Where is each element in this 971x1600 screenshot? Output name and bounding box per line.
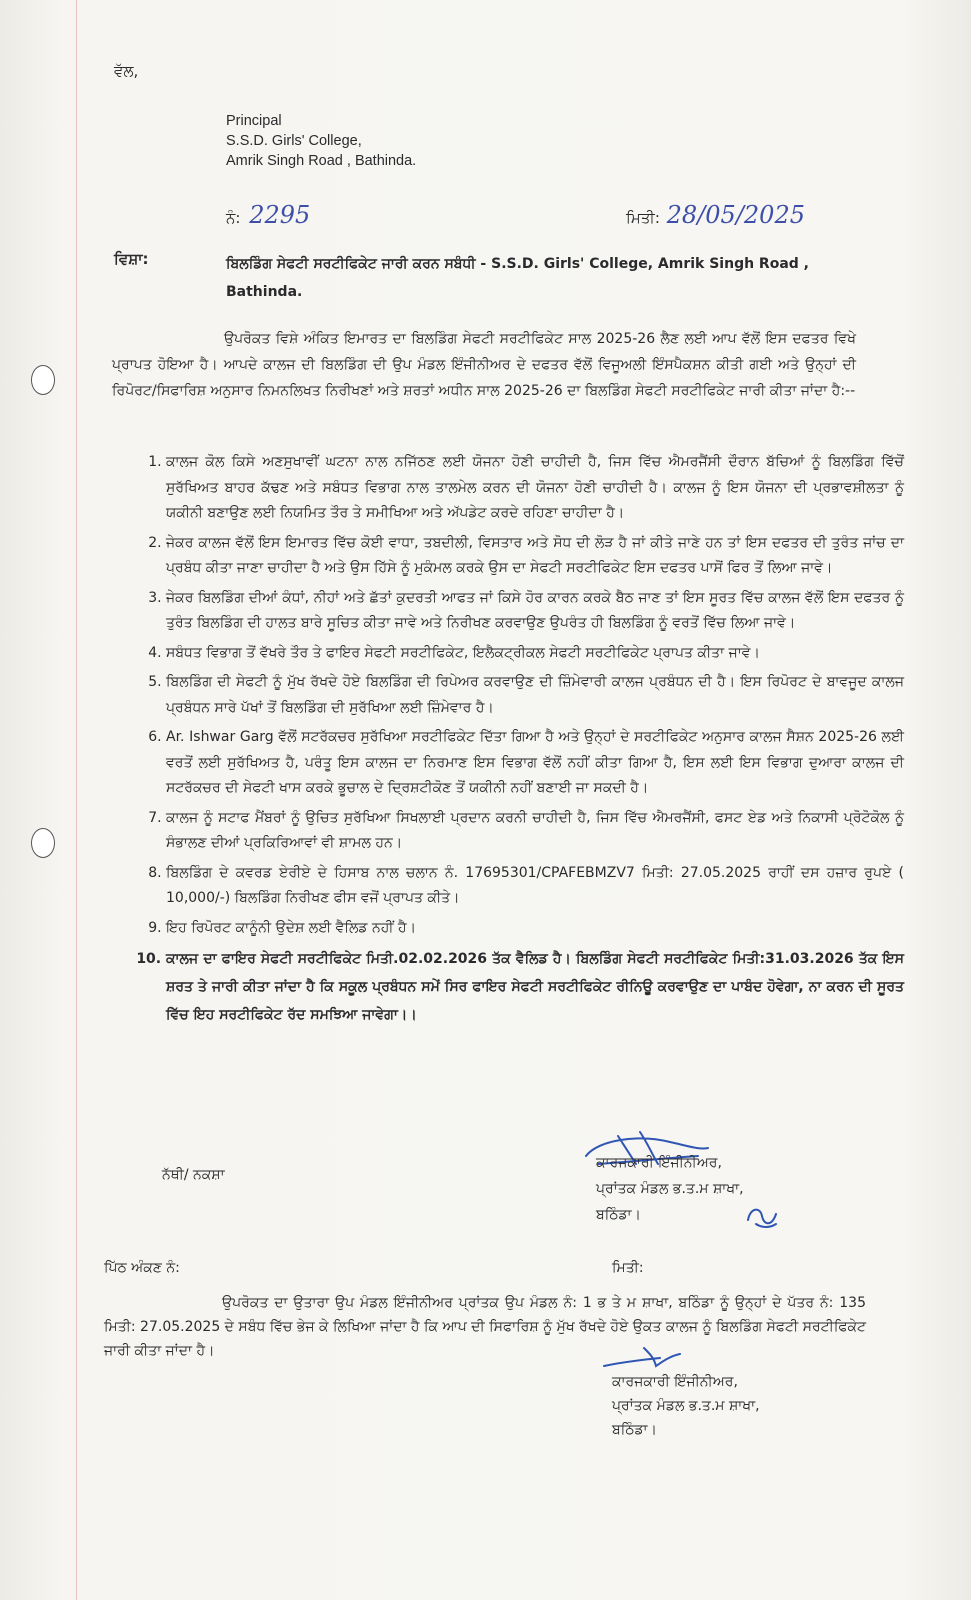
conditions-list (122, 450, 904, 1033)
condition-item: 8. ਬਿਲਡਿੰਗ ਦੇ ਕਵਰਡ ਏਰੀਏ ਦੇ ਹਿਸਾਬ ਨਾਲ ਚਲਾਨ ਨੰ. 17695301/CPAFEBMZV7 ਮਿਤੀ: 27.05.2025 ਰਾਹੀਂ ਦਸ ਹਜ਼ਾਰ ਰੁਪਏ ( 10,000/-) ਬਿਲਡਿੰਗ ਨਿਰੀਖਣ ਫੀਸ ਵਜੋਂ ਪ੍ਰਾਪਤ ਕੀਤੇ। (166, 861, 904, 912)
signatory-city: ਬਠਿੰਡਾ। (596, 1207, 641, 1223)
handwritten-date: 28/05/2025 (666, 201, 805, 229)
signatory-office: ਪ੍ਰਾਂਤਕ ਮੰਡਲ ਭ.ਤ.ਮ ਸ਼ਾਖਾ, (612, 1398, 760, 1414)
signatory-office: ਪ੍ਰਾਂਤਕ ਮੰਡਲ ਭ.ਤ.ਮ ਸ਼ਾਖਾ, (596, 1181, 744, 1197)
margin-line (76, 0, 77, 1600)
signatory-title: ਕਾਰਜਕਾਰੀ ਇੰਜੀਨੀਅਰ, (596, 1155, 722, 1171)
endorsement-paragraph (104, 1291, 866, 1363)
condition-item: 4. ਸਬੰਧਤ ਵਿਭਾਗ ਤੋਂ ਵੱਖਰੇ ਤੌਰ ਤੇ ਫਾਇਰ ਸੇਫਟੀ ਸਰਟੀਫਿਕੇਟ, ਇਲੈਕਟ੍ਰੀਕਲ ਸੇਫਟੀ ਸਰਟੀਫਿਕੇਟ ਪ੍ਰਾਪਤ ਕੀਤਾ ਜਾਵੇ। (166, 641, 904, 667)
intro-text: ਉਪਰੋਕਤ ਵਿਸ਼ੇ ਅੰਕਿਤ ਇਮਾਰਤ ਦਾ ਬਿਲਡਿੰਗ ਸੇਫਟੀ ਸਰਟੀਫਿਕੇਟ ਸਾਲ 2025-26 ਲੈਣ ਲਈ ਆਪ ਵੱਲੋਂ ਇਸ ਦਫਤਰ ਵਿਖੇ ਪ੍ਰਾਪਤ ਹੋਇਆ ਹੈ। ਆਪਦੇ ਕਾਲਜ ਦੀ ਬਿਲਡਿੰਗ ਦੀ ਉਪ ਮੰਡਲ ਇੰਜੀਨੀਅਰ ਦੇ ਦਫਤਰ ਵੱਲੋਂ ਵਿਜੂਅਲੀ ਇੰਸਪੈਕਸ਼ਨ ਕੀਤੀ ਗਈ ਅਤੇ ਉਨ੍ਹਾਂ ਦੀ ਰਿਪੋਰਟ/ਸਿਫਾਰਿਸ਼ ਅਨੁਸਾਰ ਨਿਮਨਲਿਖਤ ਨਿਰੀਖਣਾਂ ਅਤੇ ਸ਼ਰਤਾਂ ਅਧੀਨ ਸਾਲ 2025-26 ਦਾ ਬਿਲਡਿੰਗ ਸੇਫਟੀ ਸਰਟੀਫਿਕੇਟ ਜਾਰੀ ਕੀਤਾ ਜਾਂਦਾ ਹੈ:-- (112, 331, 856, 399)
signature-block-2 (612, 1370, 760, 1442)
condition-item: 6. Ar. Ishwar Garg ਵੱਲੋਂ ਸਟਰੱਕਚਰ ਸੁਰੱਖਿਆ ਸਰਟੀਫਿਕੇਟ ਦਿੱਤਾ ਗਿਆ ਹੈ ਅਤੇ ਉਨ੍ਹਾਂ ਦੇ ਸਰਟੀਫਿਕੇਟ ਅਨੁਸਾਰ ਕਾਲਜ ਸੈਸ਼ਨ 2025-26 ਲਈ ਵਰਤੋਂ ਲਈ ਸੁਰੱਖਿਅਤ ਹੈ, ਪਰੰਤੂ ਇਸ ਕਾਲਜ ਦਾ ਨਿਰਮਾਣ ਇਸ ਵਿਭਾਗ ਵੱਲੋਂ ਨਹੀਂ ਕੀਤਾ ਗਿਆ ਹੈ, ਇਸ ਲਈ ਇਸ ਵਿਭਾਗ ਦੁਆਰਾ ਕਾਲਜ ਦੀ ਸਟਰੱਕਚਰ ਦੀ ਸੇਫਟੀ ਖਾਸ ਕਰਕੇ ਭੂਚਾਲ ਦੇ ਦ੍ਰਿਸ਼ਟੀਕੋਣ ਤੋਂ ਯਕੀਨੀ ਨਹੀਂ ਬਣਾਈ ਜਾ ਸਕਦੀ ਹੈ। (166, 725, 904, 802)
endorsement-ref: ਪਿੱਠ ਅੰਕਣ ਨੰ: (104, 1260, 180, 1276)
recipient-address (226, 111, 416, 171)
intro-paragraph (112, 326, 856, 404)
enclosure: ਨੱਥੀ/ ਨਕਸ਼ਾ (162, 1167, 225, 1183)
condition-item: 9. ਇਹ ਰਿਪੋਰਟ ਕਾਨੂੰਨੀ ਉਦੇਸ਼ ਲਈ ਵੈਲਿਡ ਨਹੀਂ ਹੈ। (166, 916, 904, 942)
condition-item: 7. ਕਾਲਜ ਨੂੰ ਸਟਾਫ ਮੈਂਬਰਾਂ ਨੂੰ ਉਚਿਤ ਸੁਰੱਖਿਆ ਸਿਖਲਾਈ ਪ੍ਰਦਾਨ ਕਰਨੀ ਚਾਹੀਦੀ ਹੈ, ਜਿਸ ਵਿੱਚ ਐਮਰਜੈਂਸੀ, ਫਸਟ ਏਡ ਅਤੇ ਨਿਕਾਸੀ ਪ੍ਰੋਟੋਕੋਲ ਨੂੰ ਸੰਭਾਲਣ ਦੀਆਂ ਪ੍ਰਕਿਰਿਆਵਾਂ ਵੀ ਸ਼ਾਮਲ ਹਨ। (166, 806, 904, 857)
punch-hole (31, 365, 55, 395)
condition-item: 2. ਜੇਕਰ ਕਾਲਜ ਵੱਲੋਂ ਇਸ ਇਮਾਰਤ ਵਿੱਚ ਕੋਈ ਵਾਧਾ, ਤਬਦੀਲੀ, ਵਿਸਤਾਰ ਅਤੇ ਸੋਧ ਦੀ ਲੋੜ ਹੈ ਜਾਂ ਕੀਤੇ ਜਾਣੇ ਹਨ ਤਾਂ ਇਸ ਦਫਤਰ ਦੀ ਤੁਰੰਤ ਜਾਂਚ ਦਾ ਪ੍ਰਬੰਧ ਕੀਤਾ ਜਾਣਾ ਚਾਹੀਦਾ ਹੈ ਅਤੇ ਉਸ ਹਿੱਸੇ ਨੂੰ ਮੁਕੰਮਲ ਕਰਕੇ ਉਸ ਦਾ ਸੇਫਟੀ ਸਰਟੀਫਿਕੇਟ ਇਸ ਦਫਤਰ ਪਾਸੋਂ ਫਿਰ ਤੋਂ ਲਿਆ ਜਾਵੇ। (166, 531, 904, 582)
condition-item: 3. ਜੇਕਰ ਬਿਲਡਿੰਗ ਦੀਆਂ ਕੰਧਾਂ, ਨੀਹਾਂ ਅਤੇ ਛੱਤਾਂ ਕੁਦਰਤੀ ਆਫਤ ਜਾਂ ਕਿਸੇ ਹੋਰ ਕਾਰਨ ਕਰਕੇ ਬੈਠ ਜਾਣ ਤਾਂ ਇਸ ਸੂਰਤ ਵਿੱਚ ਕਾਲਜ ਵੱਲੋਂ ਇਸ ਦਫਤਰ ਨੂੰ ਤੁਰੰਤ ਬਿਲਡਿੰਗ ਦੀ ਹਾਲਤ ਬਾਰੇ ਸੂਚਿਤ ਕੀਤਾ ਜਾਵੇ ਅਤੇ ਨਿਰੀਖਣ ਕਰਵਾਉਣ ਉਪਰੰਤ ਹੀ ਬਿਲਡਿੰਗ ਨੂੰ ਵਰਤੋਂ ਵਿੱਚ ਲਿਆ ਜਾਵੇ। (166, 586, 904, 637)
condition-item: 1. ਕਾਲਜ ਕੋਲ ਕਿਸੇ ਅਣਸੁਖਾਵੀਂ ਘਟਨਾ ਨਾਲ ਨਜਿੱਠਣ ਲਈ ਯੋਜਨਾ ਹੋਣੀ ਚਾਹੀਦੀ ਹੈ, ਜਿਸ ਵਿੱਚ ਐਮਰਜੈਂਸੀ ਦੌਰਾਨ ਬੱਚਿਆਂ ਨੂੰ ਬਿਲਡਿੰਗ ਵਿੱਚੋਂ ਸੁਰੱਖਿਅਤ ਬਾਹਰ ਕੱਢਣ ਅਤੇ ਸਬੰਧਤ ਵਿਭਾਗ ਨਾਲ ਤਾਲਮੇਲ ਕਰਨ ਦੀ ਯੋਜਨਾ ਹੋਣੀ ਚਾਹੀਦੀ ਹੈ। ਕਾਲਜ ਨੂੰ ਇਸ ਯੋਜਨਾ ਦੀ ਪ੍ਰਭਾਵਸ਼ੀਲਤਾ ਨੂੰ ਯਕੀਨੀ ਬਣਾਉਣ ਲਈ ਨਿਯਮਿਤ ਤੌਰ ਤੇ ਸਮੀਖਿਆ ਅਤੇ ਅੱਪਡੇਟ ਕਰਦੇ ਰਹਿਣਾ ਚਾਹੀਦਾ ਹੈ। (166, 450, 904, 527)
endorsement-text: ਉਪਰੋਕਤ ਦਾ ਉਤਾਰਾ ਉਪ ਮੰਡਲ ਇੰਜੀਨੀਅਰ ਪ੍ਰਾਂਤਕ ਉਪ ਮੰਡਲ ਨੰ: 1 ਭ ਤੇ ਮ ਸ਼ਾਖਾ, ਬਠਿੰਡਾ ਨੂੰ ਉਨ੍ਹਾਂ ਦੇ ਪੱਤਰ ਨੰ: 135 ਮਿਤੀ: 27.05.2025 ਦੇ ਸਬੰਧ ਵਿੱਚ ਭੇਜ ਕੇ ਲਿਖਿਆ ਜਾਂਦਾ ਹੈ ਕਿ ਆਪ ਦੀ ਸਿਫਾਰਿਸ਼ ਨੂੰ ਮੁੱਖ ਰੱਖਦੇ ਹੋਏ ਉਕਤ ਕਾਲਜ ਨੂੰ ਬਿਲਡਿੰਗ ਸੇਫਟੀ ਸਰਟੀਫਿਕੇਟ ਜਾਰੀ ਕੀਤਾ ਜਾਂਦਾ ਹੈ। (104, 1295, 866, 1359)
address-line: S.S.D. Girls' College, (226, 133, 362, 149)
reference-label: ਨੰ: (226, 209, 241, 227)
salutation: ਵੱਲ, (114, 62, 139, 80)
signatory-title: ਕਾਰਜਕਾਰੀ ਇੰਜੀਨੀਅਰ, (612, 1374, 738, 1390)
address-line: Principal (226, 113, 282, 129)
reference-number (226, 201, 310, 229)
punch-hole (31, 828, 55, 858)
subject-label: ਵਿਸ਼ਾ: (114, 250, 149, 268)
address-line: Amrik Singh Road , Bathinda. (226, 153, 417, 169)
letter-date (626, 201, 805, 229)
endorsement-date: ਮਿਤੀ: (612, 1260, 644, 1276)
condition-item: 5. ਬਿਲਡਿੰਗ ਦੀ ਸੇਫਟੀ ਨੂੰ ਮੁੱਖ ਰੱਖਦੇ ਹੋਏ ਬਿਲਡਿੰਗ ਦੀ ਰਿਪੇਅਰ ਕਰਵਾਉਣ ਦੀ ਜ਼ਿੰਮੇਵਾਰੀ ਕਾਲਜ ਪ੍ਰਬੰਧਨ ਦੀ ਹੈ। ਇਸ ਰਿਪੋਰਟ ਦੇ ਬਾਵਜੂਦ ਕਾਲਜ ਪ੍ਰਬੰਧਨ ਸਾਰੇ ਪੱਖਾਂ ਤੋਂ ਬਿਲਡਿੰਗ ਦੀ ਸੁਰੱਖਿਆ ਲਈ ਜ਼ਿੰਮੇਵਾਰ ਹੈ। (166, 670, 904, 721)
handwritten-number: 2295 (249, 201, 311, 229)
date-label: ਮਿਤੀ: (626, 209, 660, 227)
signature-block (596, 1150, 936, 1228)
subject-text: ਬਿਲਡਿੰਗ ਸੇਫਟੀ ਸਰਟੀਫਿਕੇਟ ਜਾਰੀ ਕਰਨ ਸਬੰਧੀ - S.S.D. Girls' College, Amrik Singh Road , Bathinda. (226, 256, 809, 300)
condition-item-bold: 10. ਕਾਲਜ ਦਾ ਫਾਇਰ ਸੇਫਟੀ ਸਰਟੀਫਿਕੇਟ ਮਿਤੀ.02.02.2026 ਤੱਕ ਵੈਲਿਡ ਹੈ। ਬਿਲਡਿੰਗ ਸੇਫਟੀ ਸਰਟੀਫਿਕੇਟ ਮਿਤੀ:31.03.2026 ਤੱਕ ਇਸ ਸ਼ਰਤ ਤੇ ਜਾਰੀ ਕੀਤਾ ਜਾਂਦਾ ਹੈ ਕਿ ਸਕੂਲ ਪ੍ਰਬੰਧਨ ਸਮੇਂ ਸਿਰ ਫਾਇਰ ਸੇਫਟੀ ਸਰਟੀਫਿਕੇਟ ਰੀਨਿਊ ਕਰਵਾਉਣ ਦਾ ਪਾਬੰਦ ਹੋਵੇਗਾ, ਨਾ ਕਰਨ ਦੀ ਸੂਰਤ ਵਿੱਚ ਇਹ ਸਰਟੀਫਿਕੇਟ ਰੱਦ ਸਮਝਿਆ ਜਾਵੇਗਾ।। (166, 945, 904, 1029)
signatory-city: ਬਠਿੰਡਾ। (612, 1422, 657, 1438)
